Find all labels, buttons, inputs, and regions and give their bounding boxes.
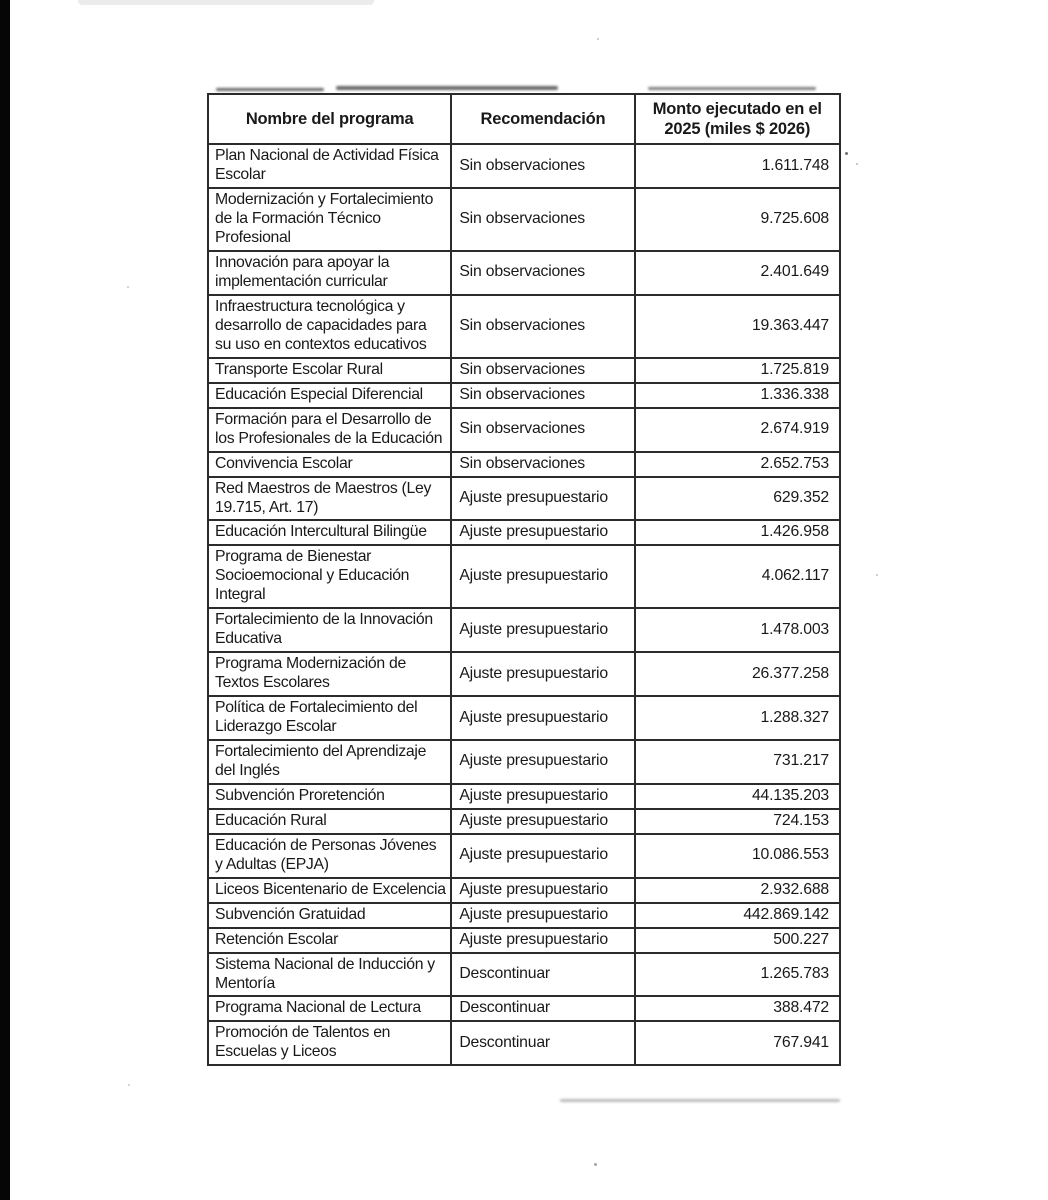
table-row <box>208 545 840 608</box>
amount-cell: 1.288.327 <box>635 696 840 740</box>
amount-cell: 767.941 <box>635 1021 840 1065</box>
program-name-cell: Educación de Personas Jóvenes y Adultas (EPJA) <box>208 834 451 878</box>
amount-cell: 1.611.748 <box>635 144 840 188</box>
amount-cell: 2.932.688 <box>635 878 840 903</box>
recommendation-cell: Sin observaciones <box>451 144 634 188</box>
column-header-programa: Nombre del programa <box>208 94 451 144</box>
table-row <box>208 834 840 878</box>
program-name-cell: Subvención Gratuidad <box>208 903 451 928</box>
amount-cell: 442.869.142 <box>635 903 840 928</box>
amount-cell: 1.478.003 <box>635 608 840 652</box>
column-header-monto: Monto ejecutado en el 2025 (miles $ 2026) <box>635 94 840 144</box>
program-name-cell: Fortalecimiento del Aprendizaje del Inglés <box>208 740 451 784</box>
scan-edge-strip <box>0 0 10 1200</box>
amount-cell: 1.426.958 <box>635 520 840 545</box>
table-row <box>208 144 840 188</box>
program-name-cell: Formación para el Desarrollo de los Profesionales de la Educación <box>208 408 451 452</box>
recommendation-cell: Sin observaciones <box>451 452 634 477</box>
table-row <box>208 295 840 358</box>
recommendation-cell: Ajuste presupuestario <box>451 784 634 809</box>
recommendation-cell: Ajuste presupuestario <box>451 545 634 608</box>
table-row <box>208 996 840 1021</box>
program-budget-table <box>207 93 841 1066</box>
program-name-cell: Educación Especial Diferencial <box>208 383 451 408</box>
scan-speck <box>128 1084 130 1086</box>
amount-cell: 1.336.338 <box>635 383 840 408</box>
amount-cell: 26.377.258 <box>635 652 840 696</box>
scan-ink-smear <box>648 87 816 90</box>
recommendation-cell: Ajuste presupuestario <box>451 834 634 878</box>
amount-cell: 1.725.819 <box>635 358 840 383</box>
table-row <box>208 928 840 953</box>
program-name-cell: Programa de Bienestar Socioemocional y Educación Integral <box>208 545 451 608</box>
column-header-recomendacion: Recomendación <box>451 94 634 144</box>
program-name-cell: Política de Fortalecimiento del Liderazgo Escolar <box>208 696 451 740</box>
program-name-cell: Red Maestros de Maestros (Ley 19.715, Art. 17) <box>208 477 451 521</box>
table-row <box>208 809 840 834</box>
amount-cell: 1.265.783 <box>635 953 840 997</box>
program-name-cell: Programa Nacional de Lectura <box>208 996 451 1021</box>
scan-ink-smear <box>560 1099 840 1102</box>
program-name-cell: Retención Escolar <box>208 928 451 953</box>
table-row <box>208 652 840 696</box>
recommendation-cell: Ajuste presupuestario <box>451 520 634 545</box>
recommendation-cell: Descontinuar <box>451 953 634 997</box>
program-name-cell: Promoción de Talentos en Escuelas y Liceos <box>208 1021 451 1065</box>
table-row <box>208 608 840 652</box>
table-row <box>208 953 840 997</box>
table-row <box>208 878 840 903</box>
table-row <box>208 452 840 477</box>
amount-cell: 500.227 <box>635 928 840 953</box>
recommendation-cell: Ajuste presupuestario <box>451 608 634 652</box>
table-row <box>208 1021 840 1065</box>
table-row <box>208 477 840 521</box>
program-name-cell: Innovación para apoyar la implementación curricular <box>208 251 451 295</box>
table-row <box>208 740 840 784</box>
amount-cell: 731.217 <box>635 740 840 784</box>
recommendation-cell: Ajuste presupuestario <box>451 809 634 834</box>
program-name-cell: Modernización y Fortalecimiento de la Formación Técnico Profesional <box>208 188 451 251</box>
recommendation-cell: Ajuste presupuestario <box>451 477 634 521</box>
recommendation-cell: Sin observaciones <box>451 408 634 452</box>
amount-cell: 2.674.919 <box>635 408 840 452</box>
table-row <box>208 408 840 452</box>
amount-cell: 44.135.203 <box>635 784 840 809</box>
scan-speck <box>876 574 878 576</box>
program-name-cell: Infraestructura tecnológica y desarrollo de capacidades para su uso en contextos educativos <box>208 295 451 358</box>
recommendation-cell: Sin observaciones <box>451 295 634 358</box>
recommendation-cell: Ajuste presupuestario <box>451 740 634 784</box>
recommendation-cell: Descontinuar <box>451 1021 634 1065</box>
table-row <box>208 520 840 545</box>
scan-ink-smear <box>336 86 558 90</box>
recommendation-cell: Ajuste presupuestario <box>451 652 634 696</box>
table-row <box>208 903 840 928</box>
recommendation-cell: Ajuste presupuestario <box>451 928 634 953</box>
amount-cell: 2.401.649 <box>635 251 840 295</box>
program-name-cell: Programa Modernización de Textos Escolares <box>208 652 451 696</box>
table-row <box>208 358 840 383</box>
amount-cell: 2.652.753 <box>635 452 840 477</box>
amount-cell: 19.363.447 <box>635 295 840 358</box>
program-name-cell: Subvención Proretención <box>208 784 451 809</box>
table-body <box>208 144 840 1065</box>
program-name-cell: Fortalecimiento de la Innovación Educativa <box>208 608 451 652</box>
recommendation-cell: Sin observaciones <box>451 251 634 295</box>
scan-ink-smear <box>216 88 324 91</box>
scan-speck <box>597 38 599 40</box>
program-name-cell: Educación Intercultural Bilingüe <box>208 520 451 545</box>
recommendation-cell: Ajuste presupuestario <box>451 903 634 928</box>
amount-cell: 629.352 <box>635 477 840 521</box>
scan-speck <box>845 152 848 155</box>
table-row <box>208 784 840 809</box>
program-name-cell: Educación Rural <box>208 809 451 834</box>
amount-cell: 4.062.117 <box>635 545 840 608</box>
program-budget-table-container <box>207 93 841 1066</box>
program-name-cell: Plan Nacional de Actividad Física Escolar <box>208 144 451 188</box>
recommendation-cell: Descontinuar <box>451 996 634 1021</box>
table-row <box>208 251 840 295</box>
recommendation-cell: Sin observaciones <box>451 383 634 408</box>
amount-cell: 388.472 <box>635 996 840 1021</box>
table-row <box>208 383 840 408</box>
scan-speck <box>127 286 129 288</box>
amount-cell: 9.725.608 <box>635 188 840 251</box>
recommendation-cell: Sin observaciones <box>451 188 634 251</box>
program-name-cell: Transporte Escolar Rural <box>208 358 451 383</box>
scan-speck <box>856 163 858 165</box>
recommendation-cell: Ajuste presupuestario <box>451 878 634 903</box>
recommendation-cell: Ajuste presupuestario <box>451 696 634 740</box>
recommendation-cell: Sin observaciones <box>451 358 634 383</box>
program-name-cell: Sistema Nacional de Inducción y Mentoría <box>208 953 451 997</box>
program-name-cell: Liceos Bicentenario de Excelencia <box>208 878 451 903</box>
program-name-cell: Convivencia Escolar <box>208 452 451 477</box>
scan-top-smudge <box>78 0 374 5</box>
scan-speck <box>594 1163 597 1166</box>
table-header-row <box>208 94 840 144</box>
table-row <box>208 188 840 251</box>
table-row <box>208 696 840 740</box>
amount-cell: 724.153 <box>635 809 840 834</box>
amount-cell: 10.086.553 <box>635 834 840 878</box>
